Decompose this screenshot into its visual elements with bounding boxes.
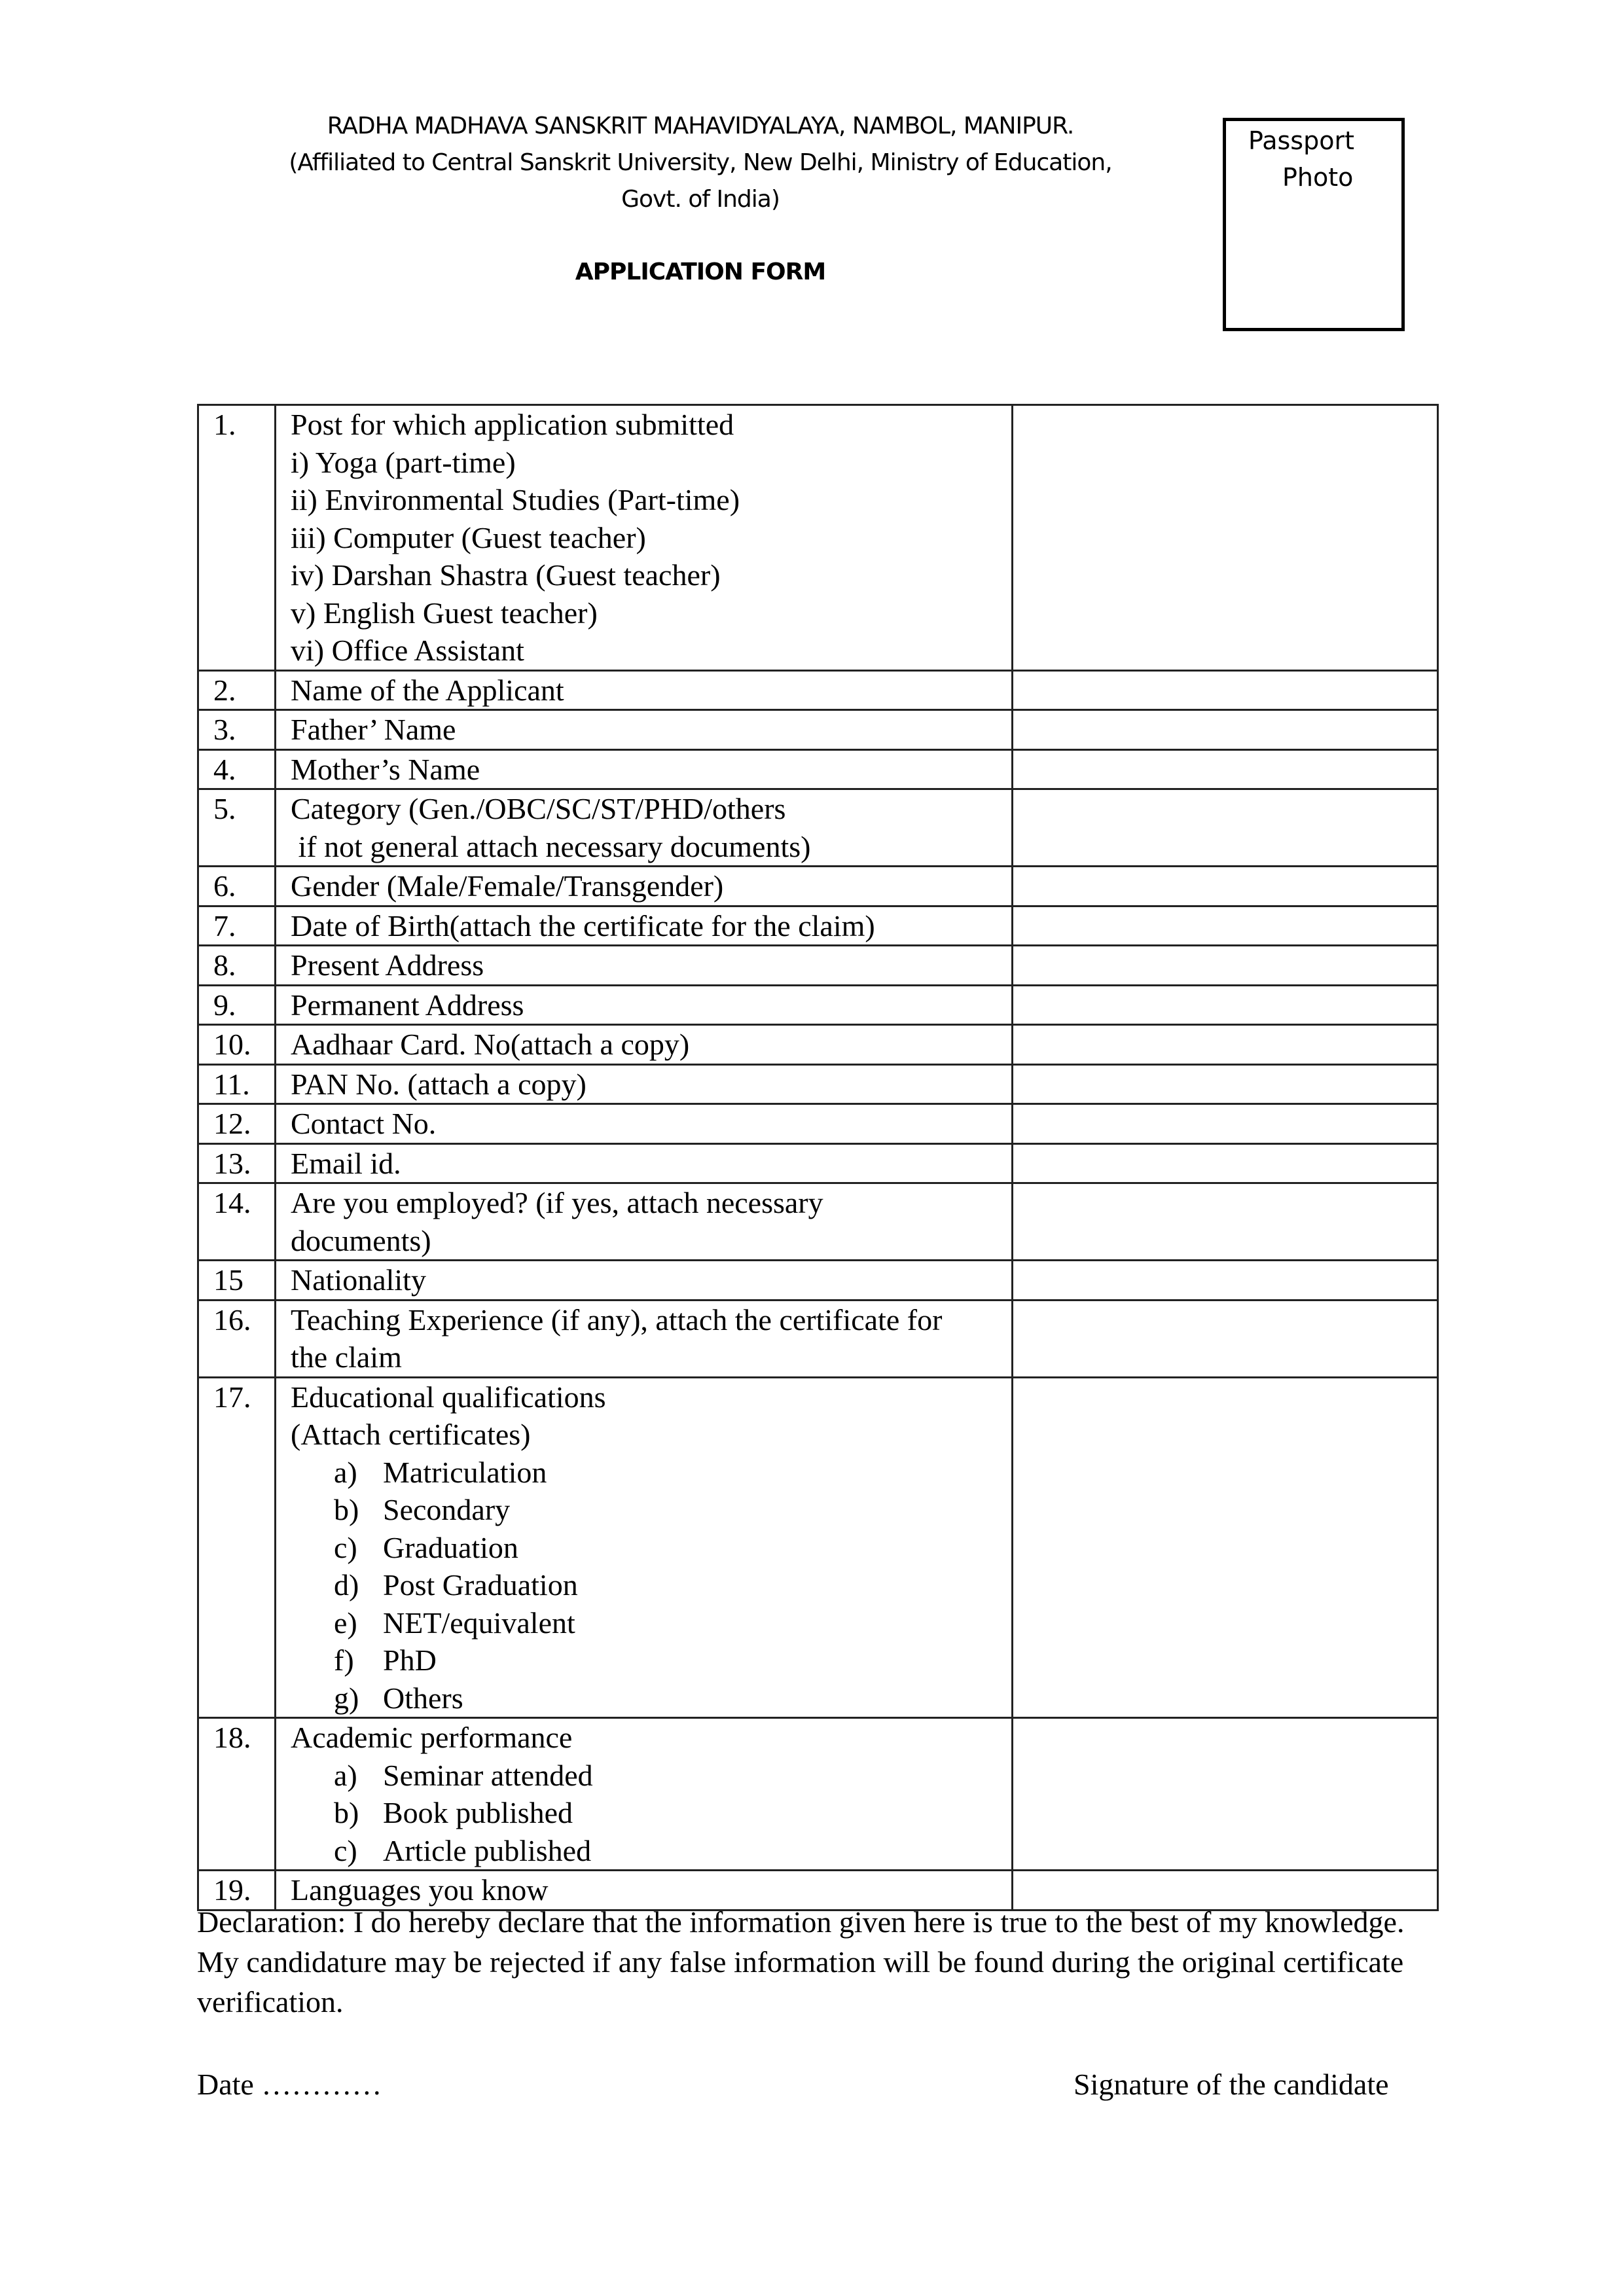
row-label xyxy=(276,1300,1013,1377)
form-row xyxy=(198,1104,1438,1144)
row-value-input[interactable] xyxy=(1013,1377,1438,1718)
sub-item-text: Secondary xyxy=(383,1493,511,1526)
form-row xyxy=(198,670,1438,710)
row-value-input[interactable] xyxy=(1013,946,1438,986)
row-value-input[interactable] xyxy=(1013,1104,1438,1144)
institution-name: RADHA MADHAVA SANSKRIT MAHAVIDYALAYA, NAMBOL, MANIPUR. xyxy=(327,113,1074,139)
row-number: 7. xyxy=(198,906,276,946)
row-value-input[interactable] xyxy=(1013,1718,1438,1871)
row-number: 11. xyxy=(198,1064,276,1104)
label-line: Academic performance xyxy=(291,1721,573,1754)
label-line: Are you employed? (if yes, attach necessary xyxy=(291,1186,823,1219)
label-line: v) English Guest teacher) xyxy=(291,596,598,630)
affiliation-line-2: Govt. of India) xyxy=(621,186,780,213)
label-line: Email id. xyxy=(291,1146,401,1180)
label-line: Father’ Name xyxy=(291,713,456,746)
declaration-line-3: verification. xyxy=(197,1985,344,2018)
label-line: Languages you know xyxy=(291,1873,549,1907)
row-label xyxy=(276,1025,1013,1065)
sub-item-marker: c) xyxy=(334,1530,357,1564)
label-line: (Attach certificates) xyxy=(291,1418,531,1451)
declaration-line-2: My candidature may be rejected if any false information will be found during the original certificate xyxy=(197,1945,1404,1979)
sub-item xyxy=(291,1641,1011,1679)
row-value-input[interactable] xyxy=(1013,710,1438,750)
sub-item-marker: e) xyxy=(334,1605,357,1640)
row-value-input[interactable] xyxy=(1013,906,1438,946)
sub-item xyxy=(291,1794,1011,1832)
row-number: 17. xyxy=(198,1377,276,1718)
label-line: iii) Computer (Guest teacher) xyxy=(291,520,646,554)
label-line: iv) Darshan Shastra (Guest teacher) xyxy=(291,558,721,592)
label-line: if not general attach necessary documents) xyxy=(291,829,811,863)
form-row xyxy=(198,749,1438,789)
row-label xyxy=(276,1261,1013,1300)
sub-item xyxy=(291,1604,1011,1642)
form-row xyxy=(198,710,1438,750)
row-number: 18. xyxy=(198,1718,276,1871)
form-row xyxy=(198,1718,1438,1871)
row-label xyxy=(276,1064,1013,1104)
sub-item-text: Others xyxy=(383,1681,463,1715)
form-row xyxy=(198,405,1438,671)
sub-item-marker: c) xyxy=(334,1833,357,1867)
label-line: documents) xyxy=(291,1223,431,1257)
row-number: 5. xyxy=(198,789,276,867)
sub-item-marker: b) xyxy=(334,1796,359,1829)
signature-field[interactable]: Signature of the candidate xyxy=(1074,2068,1389,2101)
sub-item-marker: a) xyxy=(334,1758,357,1792)
sub-item-marker: a) xyxy=(334,1455,357,1489)
sub-item xyxy=(291,1491,1011,1529)
row-number: 15 xyxy=(198,1261,276,1300)
row-number: 19. xyxy=(198,1871,276,1910)
sub-item-text: Graduation xyxy=(383,1530,518,1564)
label-line: Teaching Experience (if any), attach the certificate for xyxy=(291,1302,943,1336)
form-row xyxy=(198,1064,1438,1104)
label-line: Date of Birth(attach the certificate for the claim) xyxy=(291,908,875,942)
form-row xyxy=(198,1025,1438,1065)
row-number: 2. xyxy=(198,670,276,710)
row-value-input[interactable] xyxy=(1013,1300,1438,1377)
row-value-input[interactable] xyxy=(1013,405,1438,671)
application-form-table xyxy=(197,404,1439,1911)
sub-item-marker: f) xyxy=(334,1643,354,1677)
row-label xyxy=(276,749,1013,789)
form-title: APPLICATION FORM xyxy=(575,259,826,285)
row-value-input[interactable] xyxy=(1013,1064,1438,1104)
row-value-input[interactable] xyxy=(1013,867,1438,906)
form-row xyxy=(198,1261,1438,1300)
sub-item-text: Matriculation xyxy=(383,1455,547,1489)
date-field[interactable]: Date ………… xyxy=(197,2068,382,2101)
row-number: 13. xyxy=(198,1143,276,1183)
form-row xyxy=(198,1143,1438,1183)
declaration xyxy=(197,1902,1545,2022)
row-number: 1. xyxy=(198,405,276,671)
photo-box-label-1: Passport xyxy=(1248,126,1354,155)
row-value-input[interactable] xyxy=(1013,670,1438,710)
label-line: i) Yoga (part-time) xyxy=(291,445,516,479)
row-label xyxy=(276,1377,1013,1718)
form-row xyxy=(198,789,1438,867)
label-line: vi) Office Assistant xyxy=(291,634,524,667)
declaration-line-1: Declaration: I do hereby declare that the information given here is true to the best of my knowledge. xyxy=(197,1905,1405,1939)
row-number: 8. xyxy=(198,946,276,986)
passport-photo-box[interactable] xyxy=(1223,118,1405,331)
label-line: Mother’s Name xyxy=(291,752,480,786)
row-value-input[interactable] xyxy=(1013,749,1438,789)
row-label xyxy=(276,985,1013,1025)
row-label xyxy=(276,789,1013,867)
photo-box-label-2: Photo xyxy=(1282,163,1354,192)
row-number: 6. xyxy=(198,867,276,906)
sub-item xyxy=(291,1454,1011,1492)
label-line: Gender (Male/Female/Transgender) xyxy=(291,869,724,903)
row-label xyxy=(276,405,1013,671)
row-value-input[interactable] xyxy=(1013,1261,1438,1300)
row-label xyxy=(276,670,1013,710)
label-line: Permanent Address xyxy=(291,988,524,1022)
label-line: Post for which application submitted xyxy=(291,408,734,441)
sub-item-marker: b) xyxy=(334,1493,359,1526)
sub-item xyxy=(291,1566,1011,1604)
affiliation-line-1: (Affiliated to Central Sanskrit University, New Delhi, Ministry of Education, xyxy=(289,149,1112,176)
sub-item-text: NET/equivalent xyxy=(383,1605,575,1640)
row-label xyxy=(276,906,1013,946)
form-row xyxy=(198,946,1438,986)
form-row xyxy=(198,985,1438,1025)
row-label xyxy=(276,867,1013,906)
row-value-input[interactable] xyxy=(1013,1183,1438,1261)
form-body xyxy=(198,405,1438,1910)
form-row xyxy=(198,1377,1438,1718)
row-value-input[interactable] xyxy=(1013,1025,1438,1065)
row-number: 3. xyxy=(198,710,276,750)
row-number: 4. xyxy=(198,749,276,789)
sub-item-marker: g) xyxy=(334,1681,359,1715)
form-row xyxy=(198,1183,1438,1261)
sub-item xyxy=(291,1832,1011,1870)
row-value-input[interactable] xyxy=(1013,1143,1438,1183)
row-label xyxy=(276,1104,1013,1144)
sub-item-text: Book published xyxy=(383,1796,573,1829)
label-line: the claim xyxy=(291,1340,402,1374)
sub-item-text: PhD xyxy=(383,1643,437,1677)
row-label xyxy=(276,1183,1013,1261)
sub-item xyxy=(291,1757,1011,1795)
row-label xyxy=(276,710,1013,750)
sub-item-text: Seminar attended xyxy=(383,1758,593,1792)
sub-item-marker: d) xyxy=(334,1568,359,1602)
sub-item-text: Article published xyxy=(383,1833,592,1867)
sub-item xyxy=(291,1529,1011,1567)
row-label xyxy=(276,1718,1013,1871)
label-line: ii) Environmental Studies (Part-time) xyxy=(291,483,740,516)
label-line: Present Address xyxy=(291,948,484,982)
label-line: Nationality xyxy=(291,1263,426,1297)
form-row xyxy=(198,906,1438,946)
label-line: Aadhaar Card. No(attach a copy) xyxy=(291,1028,690,1061)
row-label xyxy=(276,1143,1013,1183)
form-row xyxy=(198,867,1438,906)
sub-item xyxy=(291,1679,1011,1717)
row-value-input[interactable] xyxy=(1013,789,1438,867)
label-line: Name of the Applicant xyxy=(291,673,564,707)
label-line: Educational qualifications xyxy=(291,1380,606,1414)
label-line: PAN No. (attach a copy) xyxy=(291,1067,586,1101)
label-line: Category (Gen./OBC/SC/ST/PHD/others xyxy=(291,792,786,825)
row-value-input[interactable] xyxy=(1013,985,1438,1025)
row-number: 10. xyxy=(198,1025,276,1065)
label-line: Contact No. xyxy=(291,1107,437,1140)
row-label xyxy=(276,946,1013,986)
row-number: 9. xyxy=(198,985,276,1025)
form-row xyxy=(198,1300,1438,1377)
sub-item-text: Post Graduation xyxy=(383,1568,578,1602)
row-number: 14. xyxy=(198,1183,276,1261)
row-number: 16. xyxy=(198,1300,276,1377)
row-number: 12. xyxy=(198,1104,276,1144)
